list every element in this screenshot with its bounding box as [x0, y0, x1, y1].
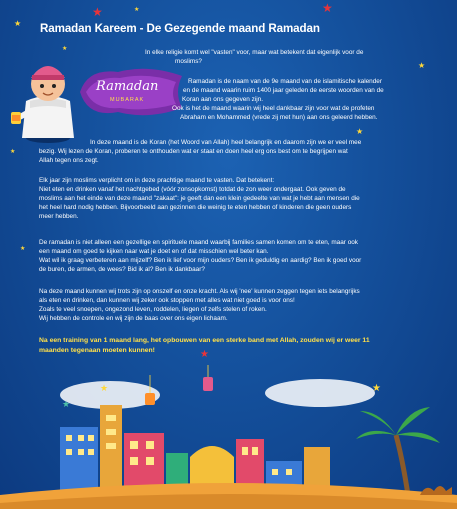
- ramadan-paragraph-line: Koran aan ons gegeven zijn.: [182, 96, 264, 103]
- conclusion-line: maanden tegenaan moeten kunnen!: [39, 347, 155, 354]
- star-icon: ★: [134, 7, 140, 13]
- gezellig-paragraph-line: Wat wil ik graag verbeteren aan mijzelf? Ben ik lief voor mijn ouders? Ben ik geduldig en aardig? Ben ik goed voor: [39, 257, 362, 264]
- vasten-paragraph-line: moslims aan het einde van deze maand "zakaat": je geeft dan een klein gedeelte van wat je hebt aan mensen die: [39, 195, 360, 202]
- star-icon: ★: [356, 127, 364, 136]
- star-icon: ★: [322, 1, 333, 15]
- ramadan-paragraph-line: Abraham en Mohammed (vrede zij met hun) aan ons geleerd hebben.: [180, 114, 378, 121]
- gezellig-paragraph-line: de buren, de armen, de wees? Bid ik al? Ben ik dankbaar?: [39, 266, 205, 273]
- vasten-paragraph-line: Niet eten en drinken vanaf het nachtgebed (vóór zonsopkomst) totdat de zon weer ondergaat. Ook geven de: [39, 186, 346, 193]
- trots-paragraph-line: als eten en drinken, dan kunnen wij zeker ook stoppen met alles wat niet goed is voor ons!: [39, 297, 295, 304]
- svg-text:★: ★: [100, 383, 109, 393]
- star-icon: ★: [10, 149, 16, 155]
- star-icon: ★: [92, 5, 103, 19]
- star-icon: ★: [418, 61, 426, 70]
- gezellig-paragraph-line: een maand om goed te kijken naar wat je doet en of dat misschien wel beter kan.: [39, 248, 269, 255]
- star-icon: ★: [20, 246, 26, 252]
- koran-paragraph-line: bezig. Wij lezen de Koran, proberen te onthouden wat er staat en doen heel erg ons best om te begrijpen wat: [39, 148, 348, 155]
- trots-paragraph-line: Na deze maand kunnen wij trots zijn op onszelf en onze kracht. Als wij 'nee' kunnen zeggen tegen iets belangrijks: [39, 288, 360, 295]
- trots-paragraph-line: Wij hebben de controle en wij zijn de baas over ons eigen lichaam.: [39, 315, 228, 322]
- vasten-paragraph-line: Elk jaar zijn moslims verplicht om in deze prachtige maand te vasten. Dat betekent:: [39, 177, 275, 184]
- intro-line: moslims?: [175, 58, 202, 65]
- svg-text:★: ★: [372, 383, 381, 394]
- svg-text:★: ★: [62, 399, 71, 409]
- svg-text:★: ★: [200, 349, 209, 360]
- ramadan-paragraph-line: en de maand waarin ruim 1400 jaar geleden de eerste woorden van de: [183, 87, 384, 94]
- ramadan-city-scene: [0, 335, 457, 509]
- banner-subtitle: MUBARAK: [110, 97, 145, 103]
- banner-title: Ramadan: [96, 79, 159, 94]
- star-icon: ★: [14, 19, 22, 28]
- koran-paragraph-line: In deze maand is de Koran (het Woord van Allah) heel belangrijk en daarom zijn we er veel mee: [90, 139, 362, 146]
- intro-line: In elke religie komt wel "vasten" voor, maar wat betekent dat eigenlijk voor de: [145, 49, 364, 56]
- conclusion-line: Na een training van 1 maand lang, het opbouwen van een sterke band met Allah, zouden wij er weer 11: [39, 337, 370, 344]
- vasten-paragraph-line: meer hebben.: [39, 213, 79, 220]
- koran-paragraph-line: Allah tegen ons zegt.: [39, 157, 99, 164]
- ramadan-paragraph-line: Ramadan is de naam van de 9e maand van de islamitische kalender: [188, 78, 382, 85]
- vasten-paragraph-line: het heel hard nodig hebben. Bijvoorbeeld aan gezinnen die weinig te eten hebben of kinderen die geen ouders: [39, 204, 352, 211]
- page-title: Ramadan Kareem - De Gezegende maand Ramadan: [40, 22, 320, 35]
- gezellig-paragraph-line: De ramadan is niet alleen een gezellige en spirituele maand waarbij families samen komen om te eten, maar ook: [39, 239, 358, 246]
- ramadan-paragraph-line: Ook is het de maand waarin wij heel dankbaar zijn voor wat de profeten: [172, 105, 375, 112]
- trots-paragraph-line: Zoals te veel snoepen, ongezond leven, roddelen, liegen of zelfs stelen of roken.: [39, 306, 267, 313]
- star-icon: ★: [62, 46, 68, 52]
